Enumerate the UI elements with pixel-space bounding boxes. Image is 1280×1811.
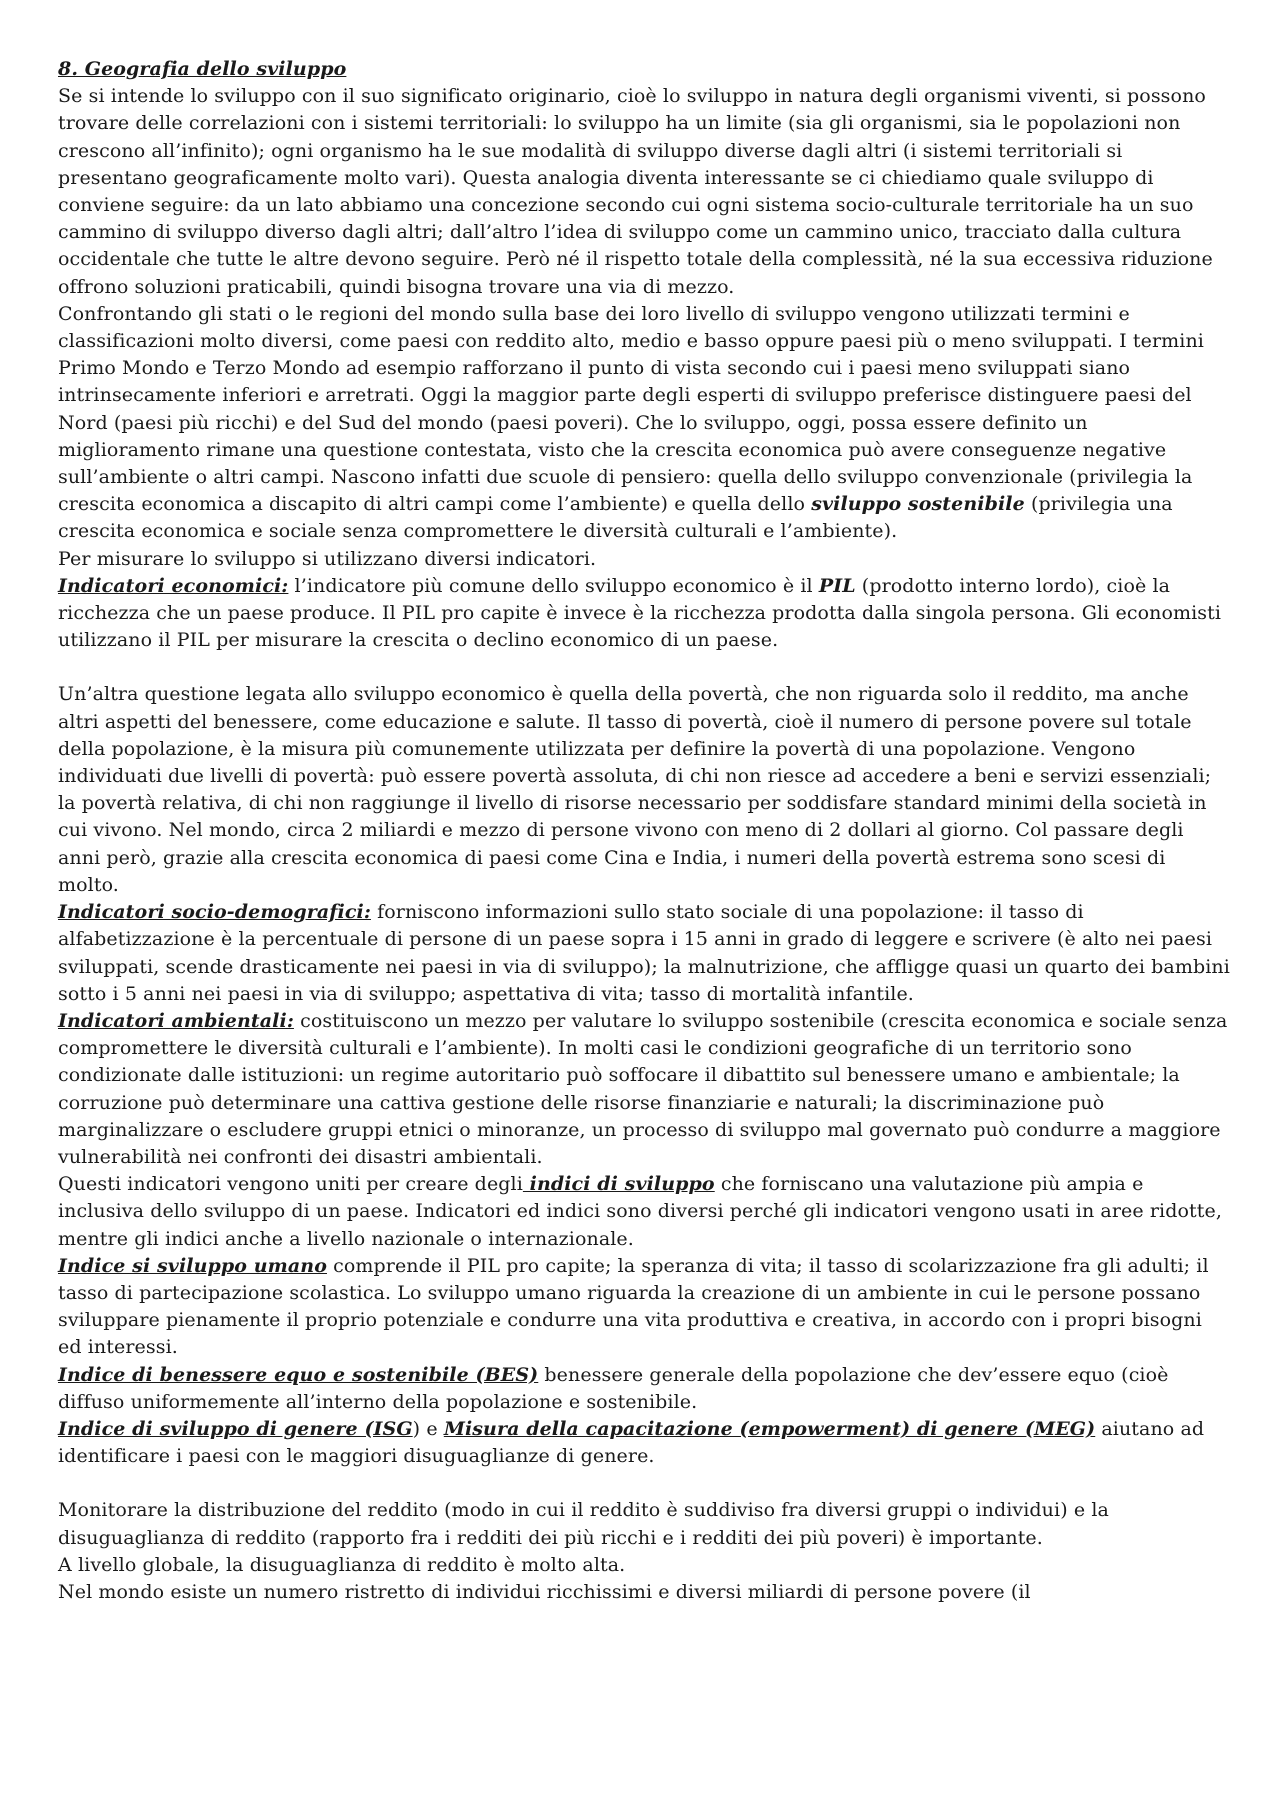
paragraph-economic-indicators	[58, 573, 1230, 655]
paragraph-income-distribution	[58, 1497, 1230, 1551]
paragraph-environmental	[58, 1008, 1230, 1171]
bes-text: benessere generale della popolazione che dev’essere equo (cioè diffuso uniformemente all’interno della popolazione e sostenibile.	[58, 1363, 1169, 1413]
human-development-text: comprende il PIL pro capite; la speranza di vita; il tasso di scolarizzazione fra gli adulti; il tasso di partecipazione scolastica. Lo sviluppo umano riguarda la creazione di un ambiente in cui le persone possano sviluppare pienamente il proprio potenziale e condurre una vita produttiva e creativa, in accordo con i propri bisogni ed interessi.	[58, 1254, 1209, 1359]
paragraph-intro-text: Se si intende lo sviluppo con il suo significato originario, cioè lo sviluppo in natura degli organismi viventi, si possono trovare delle correlazioni con i sistemi territoriali: lo sviluppo ha un limite (sia gli organismi, sia le popolazioni non crescono all’infinito); ogni organismo ha le sue modalità di sviluppo diverse dagli altri (i sistemi territoriali si presentano geograficamente molto vari). Questa analogia diventa interessante se ci chiediamo quale sviluppo di conviene seguire: da un lato abbiamo una concezione secondo cui ogni sistema socio-culturale territoriale ha un suo cammino di sviluppo diverso dagli altri; dall’altro l’idea di sviluppo come un cammino unico, tracciato dalla cultura occidentale che tutte le altre devono seguire. Però né il rispetto totale della complessità, né la sua eccessiva riduzione offrono soluzioni praticabili, quindi bisogna trovare una via di mezzo.	[58, 85, 1213, 298]
paragraph-poverty-text: Un’altra questione legata allo sviluppo economico è quella della povertà, che non riguarda solo il reddito, ma anche altri aspetti del benessere, come educazione e salute. Il tasso di povertà, cioè il numero di persone povere sul totale della popolazione, è la misura più comunemente utilizzata per definire la povertà di una popolazione. Vengono individuati due livelli di povertà: può essere povertà assoluta, di chi non riesce ad accedere a beni e servizi essenziali; la povertà relativa, di chi non raggiunge il livello di risorse necessario per soddisfare standard minimi della società in cui vivono. Nel mondo, circa 2 miliardi e mezzo di persone vivono con meno di 2 dollari al giorno. Col passare degli anni però, grazie alla crescita economica di paesi come Cina e India, i numeri della povertà estrema sono scesi di molto.	[58, 683, 1212, 896]
paragraph-bes	[58, 1362, 1230, 1416]
term-sustainable-development: sviluppo sostenibile	[811, 493, 1025, 516]
term-development-indices: indici di sviluppo	[522, 1173, 715, 1196]
gender-indices-text: aiutano ad identificare i paesi con le maggiori disuguaglianze di genere.	[58, 1417, 1205, 1468]
paragraph-human-development	[58, 1253, 1230, 1362]
environmental-text: costituiscono un mezzo per valutare lo sviluppo sostenibile (crescita economica e sociale senza compromettere le diversità culturali e l’ambiente). In molti casi le condizioni geografiche di un territorio sono condizionate dalle istituzioni: un regime autoritario può soffocare il dibattito sul benessere umano e ambientale; la corruzione può determinare una cattiva gestione delle risorse finanziarie e naturali; la discriminazione può marginalizzare o escludere gruppi etnici o minoranze, un processo di sviluppo mal governato può condurre a maggiore vulnerabilità nei confronti dei disastri ambientali.	[58, 1009, 1228, 1168]
section-title: 8. Geografia dello sviluppo	[58, 58, 347, 80]
paragraph-classification-text-b: (privilegia una crescita economica e sociale senza compromettere le diversità culturali e l’ambiente).	[58, 493, 1173, 543]
heading-meg-acronym: (MEG)	[1024, 1417, 1096, 1440]
global-inequality-text: A livello globale, la disuguaglianza di reddito è molto alta.	[58, 1553, 626, 1576]
paragraph-indicators-intro	[58, 546, 1230, 573]
paragraph-classification	[58, 301, 1230, 546]
paragraph-intro	[58, 83, 1230, 301]
gender-indices-connector: ) e	[412, 1417, 444, 1440]
paragraph-poverty	[58, 681, 1230, 899]
socio-demographic-text: forniscono informazioni sullo stato sociale di una popolazione: il tasso di alfabetizzazione è la percentuale di persone di un paese sopra i 15 anni in grado di leggere e scrivere (è alto nei paesi sviluppati, scende drasticamente nei paesi in via di sviluppo); la malnutrizione, che affligge quasi un quarto dei bambini sotto i 5 anni nei paesi in via di sviluppo; aspettativa di vita; tasso di mortalità infantile.	[58, 901, 1230, 1005]
paragraph-classification-text-a: Confrontando gli stati o le regioni del mondo sulla base dei loro livello di sviluppo vengono utilizzati termini e classificazioni molto diversi, come paesi con reddito alto, medio e basso oppure paesi più o meno sviluppati. I termini Primo Mondo e Terzo Mondo ad esempio rafforzano il punto di vista secondo cui i paesi meno sviluppati siano intrinsecamente inferiori e arretrati. Oggi la maggior parte degli esperti di sviluppo preferisce distinguere paesi del Nord (paesi più ricchi) e del Sud del mondo (paesi poveri). Che lo sviluppo, oggi, possa essere definito un miglioramento rimane una questione contestata, visto che la crescita economica può avere conseguenze negative sull’ambiente o altri campi. Nascono infatti due scuole di pensiero: quella dello sviluppo convenzionale (privilegia la crescita economica a discapito di altri campi come l’ambiente) e quella dello	[58, 302, 1204, 516]
wealth-concentration-text: Nel mondo esiste un numero ristretto di individui ricchissimi e diversi miliardi di persone povere (il	[58, 1580, 1031, 1603]
paragraph-global-inequality	[58, 1552, 1230, 1579]
economic-text-b: (prodotto interno lordo), cioè la ricchezza che un paese produce. Il PIL pro capite è invece è la ricchezza prodotta dalla singola persona. Gli economisti utilizzano il PIL per misurare la crescita o declino economico di un paese.	[58, 574, 1222, 652]
heading-economic-indicators: Indicatori economici:	[58, 574, 289, 597]
paragraph-spacer	[58, 654, 1230, 681]
economic-text-a: l’indicatore più comune dello sviluppo economico è il	[288, 574, 819, 597]
document-page	[58, 56, 1230, 1606]
paragraph-development-indices	[58, 1171, 1230, 1253]
heading-environmental: Indicatori ambientali:	[58, 1009, 294, 1032]
development-indices-text-b: che forniscano una valutazione più ampia e inclusiva dello sviluppo di un paese. Indicatori ed indici sono diversi perché gli indicatori vengono usati in aree ridotte, mentre gli indici anche a livello nazionale o internazionale.	[58, 1173, 1222, 1250]
paragraph-socio-demographic	[58, 899, 1230, 1008]
development-indices-text-a: Questi indicatori vengono uniti per creare degli	[58, 1173, 523, 1196]
paragraph-spacer	[58, 1470, 1230, 1497]
paragraph-gender-indices	[58, 1416, 1230, 1470]
paragraph-wealth-concentration	[58, 1579, 1230, 1606]
income-distribution-text: Monitorare la distribuzione del reddito (modo in cui il reddito è suddiviso fra diversi gruppi o individui) e la disuguaglianza di reddito (rapporto fra i redditi dei più ricchi e i redditi dei più poveri) è importante.	[58, 1499, 1109, 1549]
heading-socio-demographic: Indicatori socio-demografici:	[58, 901, 371, 924]
term-pil: PIL	[818, 574, 856, 597]
heading-human-development-index: Indice si sviluppo umano	[58, 1254, 327, 1277]
paragraph-indicators-intro-text: Per misurare lo sviluppo si utilizzano diversi indicatori.	[58, 547, 597, 570]
heading-bes-index: Indice di benessere equo e sostenibile (BES)	[58, 1363, 539, 1386]
heading-isg-index: Indice di sviluppo di genere (ISG	[58, 1417, 413, 1440]
heading-meg-measure: Misura della capacitazione (empowerment) di genere	[443, 1417, 1025, 1440]
